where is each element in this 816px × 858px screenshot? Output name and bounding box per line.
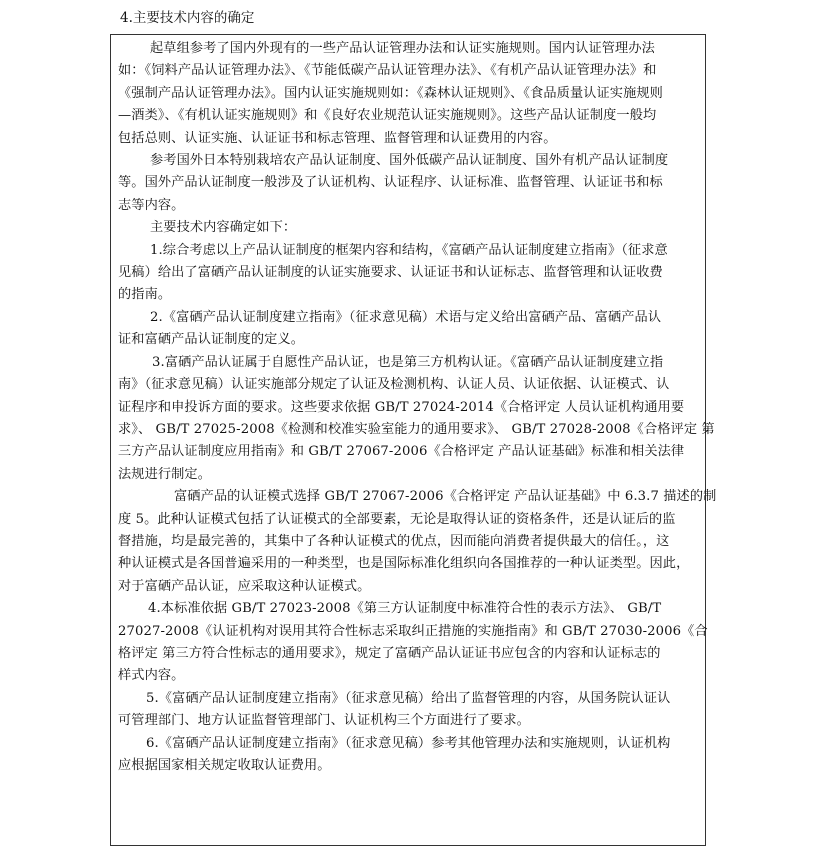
text-line: —酒类》、《有机认证实施规则》和《良好农业规范认证实施规则》。这些产品认证制度一般均 [118,108,657,124]
paragraph [118,307,700,352]
text-line: 5.《富硒产品认证制度建立指南》（征求意见稿）给出了监督管理的内容，从国务院认证认 [146,690,671,706]
text-line: 证和富硒产品认证制度的定义。 [118,332,305,348]
paragraph [118,688,700,733]
paragraph [118,486,717,598]
section-heading: 4.主要技术内容的确定 [120,10,255,26]
text-line: 主要技术内容确定如下： [150,220,297,236]
text-line: 志等内容。 [118,197,185,213]
text-line: 起草组参考了国内外现有的一些产品认证管理办法和认证实施规则。国内认证管理办法 [150,41,655,56]
text-line: 三方产品认证制度应用指南》和 GB/T 27067-2006《合格评定 产品认证基础》标准和相关法律 [118,444,685,460]
paragraph [118,217,700,239]
text-line: 样式内容。 [118,668,185,684]
text-line: 的指南。 [118,287,172,303]
text-line: 见稿）给出了富硒产品认证制度的认证实施要求、认证证书和认证标志、监督管理和认证收费 [118,265,663,281]
text-line: 2.《富硒产品认证制度建立指南》（征求意见稿）术语与定义给出富硒产品、富硒产品认 [150,309,662,325]
text-line: 格评定 第三方符合性标志的通用要求》，规定了富硒产品认证证书应包含的内容和认证标志的 [118,645,661,661]
text-line: 法规进行制定。 [118,466,212,482]
document-body [118,38,717,777]
text-line: 南》（征求意见稿）认证实施部分规定了认证及检测机构、认证人员、认证依据、认证模式、认 [118,377,670,393]
paragraph [118,598,708,688]
text-line: 参考国外日本特别栽培农产品认证制度、国外低碳产品认证制度、国外有机产品认证制度 [150,153,669,169]
text-line: 如：《饲料产品认证管理办法》、《节能低碳产品认证管理办法》、《有机产品认证管理办法》和 [118,63,657,79]
text-line: 包括总则、认证实施、认证证书和标志管理、监督管理和认证费用的内容。 [118,130,557,146]
paragraph [118,150,700,217]
text-line: 富硒产品的认证模式选择 GB/T 27067-2006《合格评定 产品认证基础》中 6.3.7 描述的制 [174,489,717,505]
paragraph [118,733,700,778]
text-line: 1.综合考虑以上产品认证制度的框架内容和结构，《富硒产品认证制度建立指南》（征求意 [150,242,668,258]
paragraph [118,352,715,486]
text-line: 3.富硒产品认证属于自愿性产品认证，也是第三方机构认证。《富硒产品认证制度建立指 [152,354,664,370]
text-line: 可管理部门、地方认证监督管理部门、认证机构三个方面进行了要求。 [118,713,530,729]
text-line: 《强制产品认证管理办法》。国内认证实施规则如：《森林认证规则》、《食品质量认证实施规则 [118,85,663,101]
text-line: 应根据国家相关规定收取认证费用。 [118,758,331,773]
text-line: 种认证模式是各国普遍采用的一种类型，也是国际标准化组织向各国推荐的一种认证类型。因此， [118,556,690,572]
text-line: 度 5。此种认证模式包括了认证模式的全部要素，无论是取得认证的资格条件，还是认证后的监 [118,511,676,527]
text-line: 27027-2008《认证机构对误用其符合性标志采取纠正措施的实施指南》和 GB/T 27030-2006《合 [118,623,708,639]
text-line: 求》、 GB/T 27025-2008《检测和校准实验室能力的通用要求》、 GB/T 27028-2008《合格评定 第 [118,421,715,437]
text-line: 4.本标准依据 GB/T 27023-2008《第三方认证制度中标准符合性的表示方法》、 GB/T [148,601,662,617]
text-line: 6.《富硒产品认证制度建立指南》（征求意见稿）参考其他管理办法和实施规则，认证机构 [146,735,671,751]
paragraph [118,38,700,150]
text-line: 等。国外产品认证制度一般涉及了认证机构、认证程序、认证标准、监督管理、认证证书和标 [118,175,663,191]
text-line: 证程序和申投诉方面的要求。这些要求依据 GB/T 27024-2014《合格评定 人员认证机构通用要 [118,399,685,415]
text-line: 督措施，均是最完善的，其集中了各种认证模式的优点，因而能向消费者提供最大的信任。，这 [118,533,670,549]
text-line: 对于富硒产品认证，应采取这种认证模式。 [118,578,371,594]
paragraph [118,240,700,307]
